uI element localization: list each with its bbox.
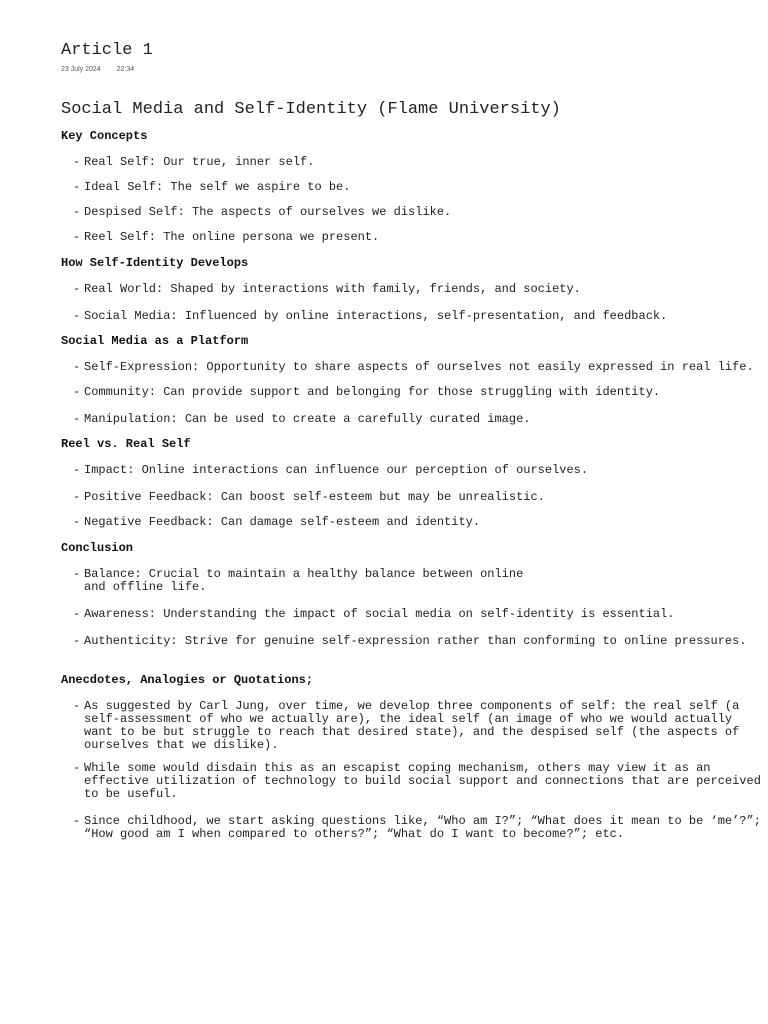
section-heading-anecdotes: Anecdotes, Analogies or Quotations; [61,673,314,687]
list-item: - Negative Feedback: Can damage self-esteem and identity. [61,516,761,529]
document-title: Article 1 [61,41,153,60]
self-identity-develops-list [61,283,761,323]
list-item: - Positive Feedback: Can boost self-esteem but may be unrealistic. [61,491,761,504]
list-item: - Real World: Shaped by interactions with family, friends, and society. [61,283,761,296]
section-heading-key-concepts: Key Concepts [61,129,148,143]
section-heading-social-media-platform: Social Media as a Platform [61,334,249,348]
list-item: - Community: Can provide support and belonging for those struggling with identity. [61,386,761,399]
list-item: - Awareness: Understanding the impact of social media on self-identity is essential. [61,608,761,621]
conclusion-list [61,568,761,648]
section-heading-conclusion: Conclusion [61,541,134,555]
document-meta [61,66,761,76]
list-item: - Social Media: Influenced by online interactions, self-presentation, and feedback. [61,310,761,323]
list-item: - Despised Self: The aspects of ourselves we dislike. [61,206,761,219]
list-item: - Balance: Crucial to maintain a healthy balance between online and offline life. [61,568,524,594]
list-item: - Real Self: Our true, inner self. [61,156,761,169]
document-page [61,40,761,841]
article-title: Social Media and Self-Identity (Flame University) [61,100,561,119]
document-time: 22:34 [116,66,135,73]
list-item: - Manipulation: Can be used to create a carefully curated image. [61,413,761,426]
list-item: - Authenticity: Strive for genuine self-expression rather than conforming to online pressures. [61,635,761,648]
list-item: - Impact: Online interactions can influence our perception of ourselves. [61,464,761,477]
social-media-platform-list [61,361,761,426]
list-item: - As suggested by Carl Jung, over time, we develop three components of self: the real self (a self-assessment of who we actually are), the ideal self (an image of who we would actually want to be but struggle to reach that desired state), and the despised self (the aspects of ourselves that we dislike). [61,700,764,752]
reel-vs-real-list [61,464,761,529]
list-item: - Self-Expression: Opportunity to share aspects of ourselves not easily expressed in real life. [61,361,761,374]
list-item: - Since childhood, we start asking questions like, “Who am I?”; “What does it mean to be ‘me’?”; “How good am I when compared to others?”; “What do I want to become?”; etc. [61,815,764,841]
list-item: - Ideal Self: The self we aspire to be. [61,181,761,194]
list-item: - While some would disdain this as an escapist coping mechanism, others may view it as an effective utilization of technology to build social support and connections that are perceived to be useful. [61,762,764,801]
document-date: 23 July 2024 [61,66,101,73]
key-concepts-list [61,156,761,244]
section-heading-self-identity-develops: How Self-Identity Develops [61,256,249,270]
list-item: - Reel Self: The online persona we present. [61,231,761,244]
anecdotes-list [61,700,761,841]
section-heading-reel-vs-real: Reel vs. Real Self [61,437,191,451]
